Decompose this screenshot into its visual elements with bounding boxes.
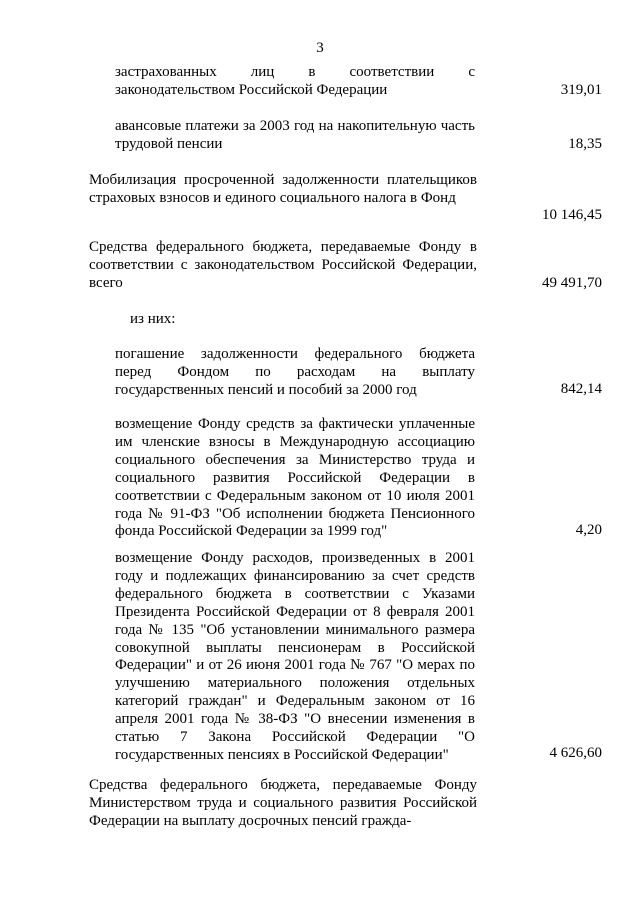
entry-debt-repayment-2000 bbox=[115, 346, 475, 400]
entry-overdue-debt-mobilization bbox=[89, 172, 477, 208]
entry-text: возмещение Фонду расходов, произведенных в 2001 году и подлежащих финансированию за счет средств федерального бюджета в соответствии с Указами Президента Российской Федерации от 8 февраля 2001 года № 135 "Об установлении минимального размера совокупной выплаты пенсионерам в Российской Федерации" и от 26 июня 2001 года № 767 "О мерах по улучшению материального положения отдельных категорий граждан" и Федеральным законом от 16 апреля 2001 года № 38-ФЗ "О внесении изменения в статью 7 Закона Российской Федерации "О государственных пенсиях в Российской Федерации" bbox=[115, 550, 475, 763]
entry-advance-payments bbox=[115, 118, 475, 154]
entry-of-which bbox=[130, 311, 430, 329]
entry-membership-fees-refund bbox=[115, 416, 475, 541]
entry-early-pensions bbox=[89, 777, 477, 831]
page-number: 3 bbox=[316, 40, 324, 56]
entry-federal-budget-funds bbox=[89, 239, 477, 293]
entry-amount: 18,35 bbox=[568, 136, 602, 152]
entry-expenses-refund-2001 bbox=[115, 550, 475, 765]
entry-text: Средства федерального бюджета, передаваемые Фонду в соответствии с законодательством Российской Федерации, всего bbox=[89, 239, 477, 291]
entry-amount: 4 626,60 bbox=[549, 745, 602, 761]
entry-text: из них: bbox=[130, 311, 176, 327]
entry-insured-persons bbox=[115, 64, 475, 100]
entry-amount: 319,01 bbox=[560, 82, 602, 98]
entry-text: Средства федерального бюджета, передаваемые Фонду Министерством труда и социального развития Российской Федерации на выплату досрочных пенсий гражда- bbox=[89, 777, 477, 829]
entry-text: застрахованных лиц в соответствии с законодательством Российской Федерации bbox=[115, 64, 475, 98]
entry-amount: 842,14 bbox=[560, 381, 602, 397]
entry-amount: 49 491,70 bbox=[542, 275, 602, 291]
entry-text: авансовые платежи за 2003 год на накопительную часть трудовой пенсии bbox=[115, 118, 475, 152]
entry-text: погашение задолженности федерального бюджета перед Фондом по расходам на выплату государственных пенсий и пособий за 2000 год bbox=[115, 346, 475, 398]
entry-text: Мобилизация просроченной задолженности плательщиков страховых взносов и единого социального налога в Фонд bbox=[89, 172, 477, 206]
entry-amount: 10 146,45 bbox=[542, 207, 602, 223]
entry-amount: 4,20 bbox=[575, 522, 602, 538]
entry-text: возмещение Фонду средств за фактически уплаченные им членские взносы в Международную ассоциацию социального обеспечения за Министерство труда и социального развития Российской Федерации в соответствии с Федеральным законом от 10 июля 2001 года № 91-ФЗ "Об исполнении бюджета Пенсионного фонда Российской Федерации за 1999 год" bbox=[115, 416, 475, 540]
